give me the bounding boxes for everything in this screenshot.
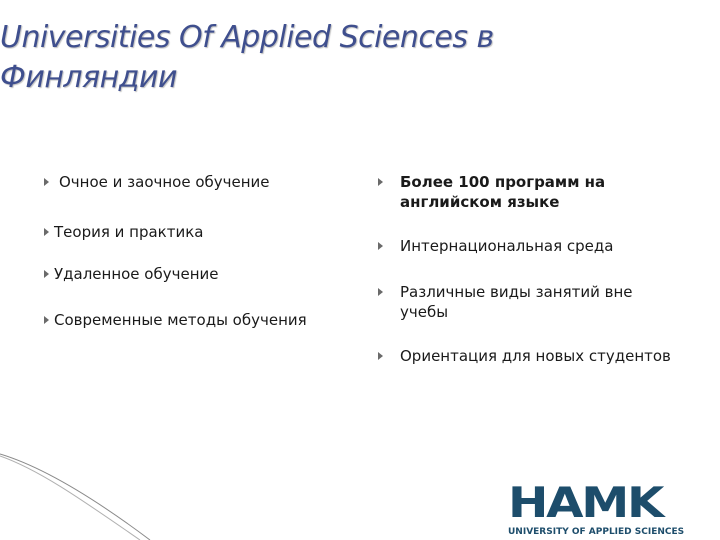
triangle-right-icon bbox=[44, 316, 49, 324]
right-list-item-3 bbox=[378, 282, 688, 322]
logo-mark: HAMK bbox=[508, 478, 663, 527]
triangle-right-icon bbox=[378, 178, 383, 186]
right-list-item-label: Более 100 программ на английском языке bbox=[400, 173, 606, 211]
left-list-item-label: Теория и практика bbox=[54, 223, 204, 241]
left-list-item-label: Современные методы обучения bbox=[54, 311, 307, 329]
left-list-item-2 bbox=[44, 222, 203, 242]
left-list-item-1 bbox=[44, 172, 270, 192]
hamk-logo bbox=[508, 478, 692, 538]
triangle-right-icon bbox=[378, 242, 383, 250]
triangle-right-icon bbox=[378, 352, 383, 360]
left-list-item-label: Очное и заочное обучение bbox=[59, 173, 270, 191]
right-list-item-label: Интернациональная среда bbox=[400, 237, 614, 255]
right-list-item-label: Ориентация для новых студентов bbox=[400, 347, 671, 365]
left-list-item-4 bbox=[44, 310, 307, 330]
right-list-item-1 bbox=[378, 172, 688, 212]
right-list-item-4 bbox=[378, 346, 688, 366]
triangle-right-icon bbox=[378, 288, 383, 296]
left-list-item-3 bbox=[44, 264, 219, 284]
title-line-2: Финляндии bbox=[0, 60, 178, 95]
triangle-right-icon bbox=[44, 228, 49, 236]
decorative-curve bbox=[0, 440, 160, 540]
triangle-right-icon bbox=[44, 270, 49, 278]
left-list-item-label: Удаленное обучение bbox=[54, 265, 219, 283]
slide-title bbox=[0, 18, 600, 98]
right-list-item-2 bbox=[378, 236, 688, 256]
logo-subtitle: UNIVERSITY OF APPLIED SCIENCES bbox=[508, 527, 685, 537]
right-list-item-label: Различные виды занятий вне учебы bbox=[400, 283, 633, 321]
triangle-right-icon bbox=[44, 178, 49, 186]
title-line-1: Universities Of Applied Sciences в bbox=[0, 20, 494, 55]
